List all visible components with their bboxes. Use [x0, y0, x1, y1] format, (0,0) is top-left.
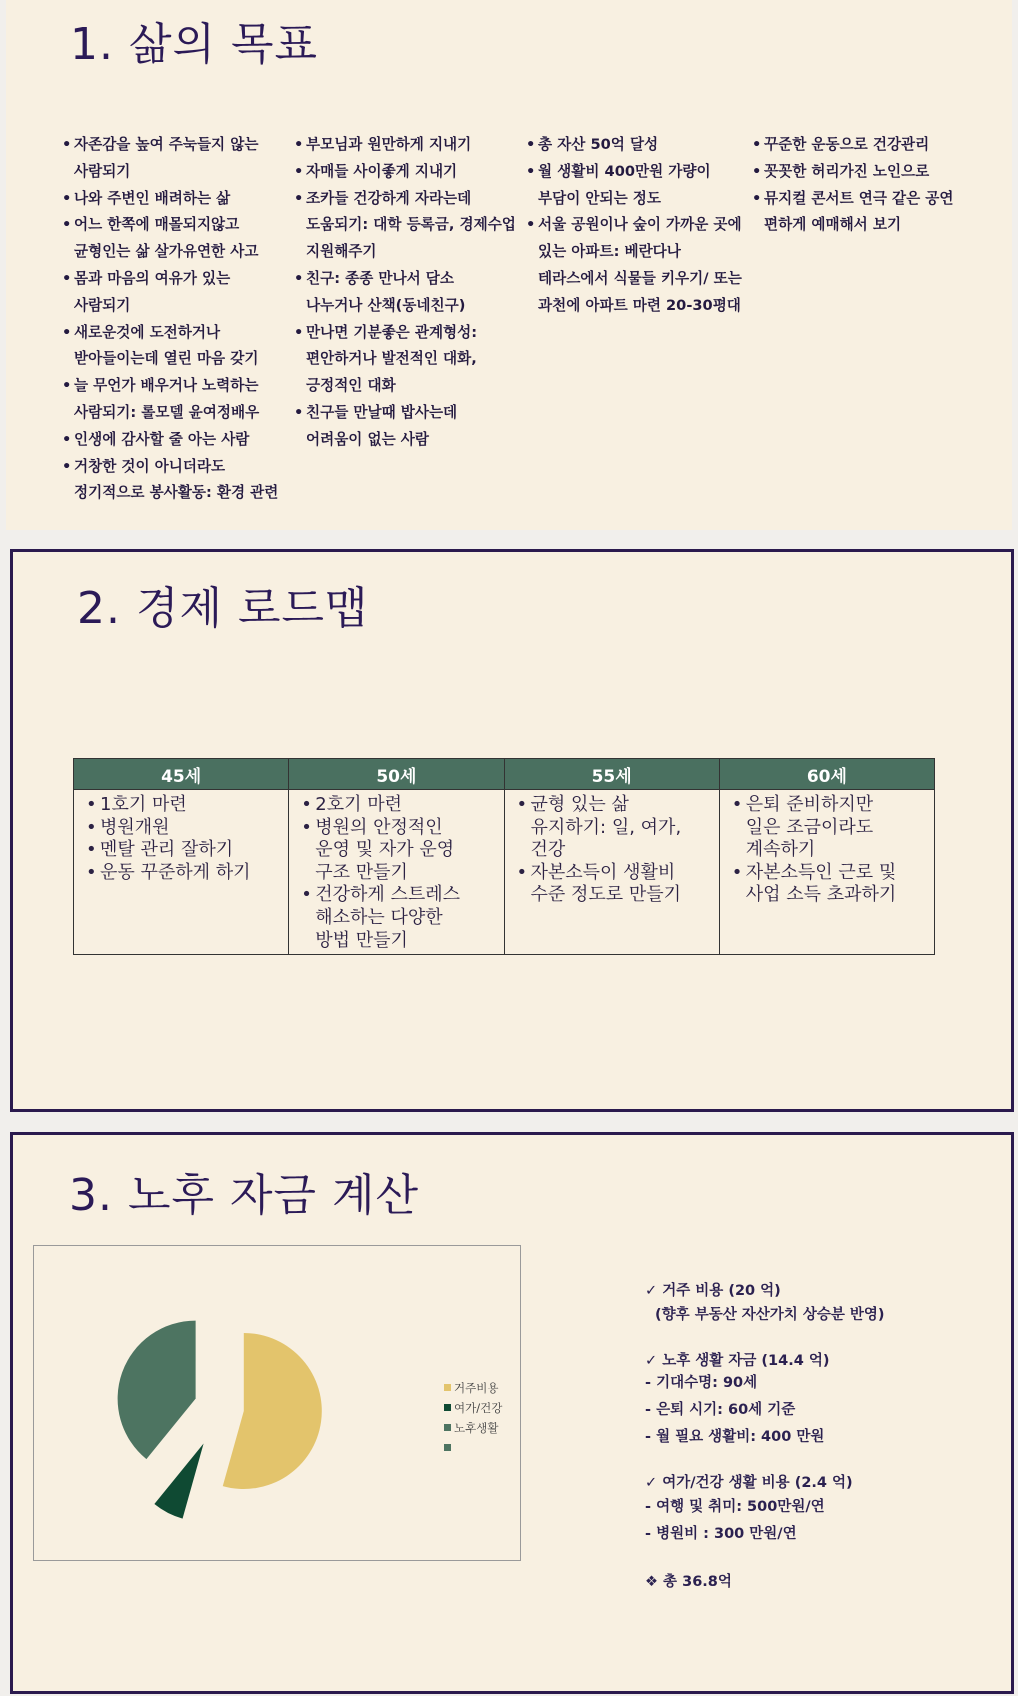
goal-item [62, 427, 282, 454]
goal-item [294, 159, 516, 186]
legend-label: 노후생활 [454, 1421, 499, 1435]
goal-item [294, 320, 516, 400]
calc-line: - 월 필요 생활비: 400 만원 [645, 1429, 825, 1445]
calc-line: - 여행 및 취미: 500만원/연 [645, 1499, 825, 1515]
calc-line: (향후 부동산 자산가치 상승분 반영) [655, 1307, 885, 1323]
roadmap-item [515, 794, 713, 862]
goals-column-self [62, 132, 282, 507]
bullet-line: 긍정적인 대화 [306, 377, 396, 395]
goals-column-relations [294, 132, 516, 454]
bullet-line: 해소하는 다양한 [315, 906, 443, 928]
bullet-line: 건강 [530, 839, 566, 861]
bullet-line: • 균형 있는 삶 [530, 794, 629, 815]
bullet-line: 사람되기 [74, 296, 131, 314]
bullet-line: 일은 조금이라도 [745, 816, 874, 838]
bullet-line: 테라스에서 식물들 키우기/ 또는 [538, 269, 742, 287]
roadmap-item [84, 794, 282, 817]
bullet-line: 편하게 예매해서 보기 [764, 216, 902, 234]
bullet-line: • 늘 무언가 배우거나 노력하는 [74, 377, 259, 395]
bullet-line: 편안하거나 발전적인 대화, [306, 350, 477, 368]
pie-chart [34, 1246, 520, 1560]
bullet-line: • 만나면 기분좋은 관계형성: [306, 323, 478, 341]
bullet-line: • 친구: 종종 만나서 담소 [306, 269, 454, 287]
goal-item [294, 186, 516, 266]
slide-economic-roadmap [10, 549, 1014, 1112]
bullet-line: • 월 생활비 400만원 가량이 [538, 162, 711, 180]
goal-item [62, 373, 282, 427]
calc-line: - 기대수명: 90세 [645, 1375, 758, 1391]
goal-item [752, 159, 988, 186]
goal-item [62, 212, 282, 266]
bullet-line: • 건강하게 스트레스 [315, 884, 461, 906]
bullet-line: • 멘탈 관리 잘하기 [100, 839, 234, 861]
roadmap-item [84, 817, 282, 840]
goal-item [526, 212, 748, 319]
bullet-line: • 조카들 건강하게 자라는데 [306, 189, 472, 207]
goal-item [62, 132, 282, 186]
goal-item [62, 266, 282, 320]
roadmap-cell-55 [504, 790, 719, 955]
bullet-line: 나누거나 산책(동네친구) [306, 296, 466, 314]
bullet-line: • 서울 공원이나 숲이 가까운 곳에 [538, 216, 742, 234]
goal-item [294, 266, 516, 320]
bullet-line: 어려움이 없는 사람 [306, 430, 429, 448]
roadmap-item [299, 794, 497, 817]
bullet-line: 사람되기: 롤모델 윤여정배우 [74, 403, 260, 421]
bullet-line: • 자존감을 높여 주눅들지 않는 [74, 136, 259, 153]
roadmap-cell-60 [719, 790, 934, 955]
bullet-line: • 운동 꾸준하게 하기 [100, 861, 251, 883]
goal-item [526, 159, 748, 213]
pie-chart-frame [33, 1245, 521, 1561]
legend-swatch [444, 1424, 451, 1431]
roadmap-header-45: 45세 [74, 759, 289, 790]
roadmap-item [299, 884, 497, 952]
roadmap-item [515, 862, 713, 907]
bullet-line: • 꼿꼿한 허리가진 노인으로 [764, 162, 930, 180]
goal-item [294, 132, 516, 159]
calc-line: ❖ 총 36.8억 [645, 1574, 732, 1590]
bullet-line: 균형인는 삶 살가유연한 사고 [74, 243, 259, 261]
goal-item [752, 186, 988, 240]
roadmap-item [730, 794, 928, 862]
goal-item [62, 454, 282, 508]
bullet-line: • 병원의 안정적인 [315, 816, 443, 838]
roadmap-table [73, 758, 935, 955]
roadmap-cell-45 [74, 790, 289, 955]
bullet-line: • 자본소득인 근로 및 [745, 861, 897, 883]
bullet-line: • 거창한 것이 아니더라도 [74, 457, 226, 475]
roadmap-header-55: 55세 [504, 759, 719, 790]
bullet-line: 부담이 안되는 정도 [538, 189, 661, 207]
slide-title: 1. 삶의 목표 [70, 19, 318, 70]
goal-item [62, 320, 282, 374]
bullet-line: 계속하기 [745, 839, 816, 861]
roadmap-item [730, 862, 928, 907]
roadmap-item [84, 862, 282, 885]
roadmap-item [299, 817, 497, 885]
bullet-line: • 새로운것에 도전하거나 [74, 323, 221, 341]
bullet-line: • 병원개원 [100, 816, 170, 838]
legend-label: 여가/건강 [454, 1401, 503, 1415]
bullet-line: • 인생에 감사할 줄 아는 사람 [74, 430, 250, 448]
bullet-line: 사람되기 [74, 162, 131, 180]
pie-slice [154, 1444, 203, 1519]
pie-slice [223, 1333, 322, 1489]
bullet-line: 방법 만들기 [315, 929, 408, 951]
bullet-line: • 부모님과 원만하게 지내기 [306, 136, 472, 153]
legend-swatch [444, 1444, 451, 1451]
calc-line: ✓ 여가/건강 생활 비용 (2.4 억) [645, 1475, 853, 1491]
roadmap-cell-50 [289, 790, 504, 955]
bullet-line: 유지하기: 일, 여가, [530, 816, 682, 838]
bullet-line: • 2호기 마련 [315, 794, 402, 815]
bullet-line: • 친구들 만날때 밥사는데 [306, 403, 458, 421]
slide-title: 3. 노후 자금 계산 [69, 1170, 419, 1221]
slide-life-goals [6, 0, 1012, 530]
roadmap-header-50: 50세 [289, 759, 504, 790]
calc-line: ✓ 노후 생활 자금 (14.4 억) [645, 1353, 830, 1369]
bullet-line: 도움되기: 대학 등록금, 경제수업 [306, 216, 516, 234]
pie-slice [118, 1321, 196, 1460]
goal-item [294, 400, 516, 454]
bullet-line: • 자본소득이 생활비 [530, 861, 676, 883]
bullet-line: • 자매들 사이좋게 지내기 [306, 162, 458, 180]
legend-swatch [444, 1404, 451, 1411]
goal-item [526, 132, 748, 159]
slide-title: 2. 경제 로드맵 [77, 583, 369, 634]
bullet-line: • 어느 한쪽에 매몰되지않고 [74, 216, 240, 234]
bullet-line: 수준 정도로 만들기 [530, 884, 682, 906]
calc-line: ✓ 거주 비용 (20 억) [645, 1283, 781, 1299]
bullet-line: 사업 소득 초과하기 [745, 884, 897, 906]
roadmap-header-60: 60세 [719, 759, 934, 790]
goals-column-wealth [526, 132, 748, 320]
bullet-line: • 총 자산 50억 달성 [538, 136, 659, 153]
goal-item [62, 186, 282, 213]
bullet-line: • 나와 주변인 배려하는 삶 [74, 189, 231, 207]
bullet-line: 구조 만들기 [315, 861, 408, 883]
calc-line: - 병원비 : 300 만원/연 [645, 1526, 797, 1542]
goal-item [752, 132, 988, 159]
slide-retirement-fund [10, 1132, 1014, 1694]
goals-column-health [752, 132, 988, 239]
bullet-line: 있는 아파트: 베란다나 [538, 243, 681, 261]
bullet-line: • 은퇴 준비하지만 [745, 794, 874, 815]
bullet-line: 지원해주기 [306, 243, 377, 261]
bullet-line: • 1호기 마련 [100, 794, 187, 815]
bullet-line: 과천에 아파트 마련 20-30평대 [538, 296, 741, 314]
bullet-line: • 몸과 마음의 여유가 있는 [74, 269, 231, 287]
calc-line: - 은퇴 시기: 60세 기준 [645, 1402, 796, 1418]
bullet-line: • 꾸준한 운동으로 건강관리 [764, 136, 930, 153]
bullet-line: 받아들이는데 열린 마음 갖기 [74, 350, 259, 368]
legend-swatch [444, 1384, 451, 1391]
bullet-line: 운영 및 자가 운영 [315, 839, 455, 861]
bullet-line: • 뮤지컬 콘서트 연극 같은 공연 [764, 189, 954, 207]
legend-label: 거주비용 [454, 1381, 499, 1395]
bullet-line: 정기적으로 봉사활동: 환경 관련 [74, 484, 279, 502]
roadmap-item [84, 839, 282, 862]
